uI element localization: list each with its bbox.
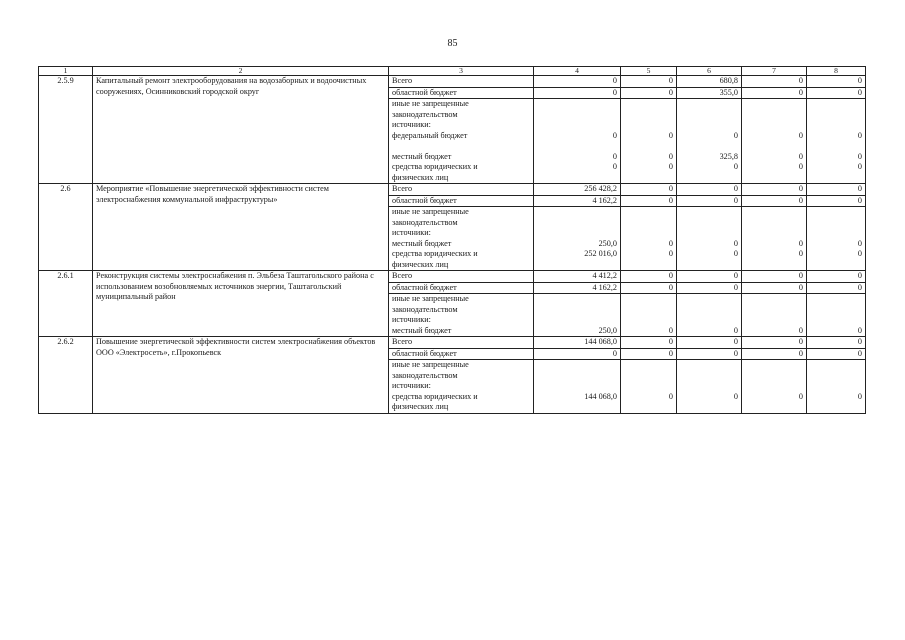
value bbox=[680, 141, 738, 152]
value bbox=[810, 141, 862, 152]
value: 0 bbox=[612, 162, 617, 171]
value: 0 bbox=[668, 337, 673, 346]
value bbox=[810, 315, 862, 326]
funding-source-line: источники: bbox=[392, 228, 431, 237]
value-cell bbox=[807, 271, 866, 283]
value: 0 bbox=[857, 162, 862, 171]
funding-source bbox=[389, 282, 534, 294]
value: 0 bbox=[668, 162, 673, 171]
value-cell bbox=[677, 195, 742, 207]
value bbox=[537, 381, 617, 392]
value: 0 bbox=[857, 249, 862, 258]
value: 0 bbox=[798, 130, 803, 140]
value-cell bbox=[534, 360, 621, 414]
value: 355,0 bbox=[719, 87, 738, 97]
value: 0 bbox=[733, 238, 738, 248]
value-cell bbox=[677, 76, 742, 88]
value: 144 068,0 bbox=[584, 391, 617, 401]
value-cell bbox=[677, 360, 742, 414]
funding-source-line: источники: bbox=[392, 381, 431, 390]
value: 0 bbox=[798, 249, 803, 258]
value-cell bbox=[677, 207, 742, 271]
funding-source-line: Всего bbox=[392, 184, 413, 193]
value-cell bbox=[534, 348, 621, 360]
header-cell: 5 bbox=[621, 67, 677, 76]
funding-source-line: средства юридических и bbox=[392, 391, 478, 401]
value-cell bbox=[621, 87, 677, 99]
value bbox=[810, 305, 862, 316]
value: 0 bbox=[798, 184, 803, 193]
value: 0 bbox=[733, 249, 738, 258]
value: 0 bbox=[857, 87, 862, 97]
funding-source-line: физических лиц bbox=[392, 402, 449, 411]
value: 0 bbox=[857, 325, 862, 335]
item-number: 2.6 bbox=[39, 184, 93, 271]
value bbox=[624, 173, 673, 184]
item-number: 2.6.2 bbox=[39, 337, 93, 414]
item-number: 2.5.9 bbox=[39, 76, 93, 184]
value-cell bbox=[621, 76, 677, 88]
funding-source-line: законодательством bbox=[392, 304, 458, 314]
value bbox=[745, 260, 803, 271]
value bbox=[680, 371, 738, 382]
value: 0 bbox=[798, 151, 803, 161]
value bbox=[680, 99, 738, 110]
funding-source-line: источники: bbox=[392, 315, 431, 324]
value: 0 bbox=[668, 195, 673, 205]
value: 0 bbox=[612, 87, 617, 97]
funding-source-line: физических лиц bbox=[392, 259, 449, 269]
header-cell: 3 bbox=[389, 67, 534, 76]
value-cell bbox=[621, 195, 677, 207]
value bbox=[624, 207, 673, 218]
value-cell bbox=[534, 184, 621, 196]
value: 0 bbox=[668, 271, 673, 280]
value: 0 bbox=[733, 348, 738, 358]
value bbox=[537, 218, 617, 229]
funding-source bbox=[389, 360, 534, 414]
value: 0 bbox=[857, 130, 862, 140]
value: 0 bbox=[857, 238, 862, 248]
value-cell bbox=[621, 360, 677, 414]
value bbox=[680, 207, 738, 218]
value-cell bbox=[742, 207, 807, 271]
header-cell: 7 bbox=[742, 67, 807, 76]
value bbox=[680, 228, 738, 239]
value bbox=[745, 173, 803, 184]
value bbox=[745, 315, 803, 326]
value: 0 bbox=[668, 76, 673, 85]
value-cell bbox=[621, 207, 677, 271]
value: 0 bbox=[798, 282, 803, 292]
funding-source-line: законодательством bbox=[392, 109, 458, 119]
page-number: 85 bbox=[447, 38, 458, 49]
value: 252 016,0 bbox=[584, 249, 617, 258]
funding-source-line: физических лиц bbox=[392, 172, 449, 182]
value bbox=[745, 99, 803, 110]
value bbox=[624, 402, 673, 413]
value-cell bbox=[742, 271, 807, 283]
item-name: Повышение энергетической эффективности систем электроснабжения объектов ООО «Электросеть», г.Прокопьевск bbox=[93, 337, 389, 414]
funding-source bbox=[389, 99, 534, 184]
value-cell bbox=[621, 184, 677, 196]
budget-table bbox=[38, 66, 866, 414]
value bbox=[537, 294, 617, 305]
value: 0 bbox=[733, 337, 738, 346]
value bbox=[810, 207, 862, 218]
value: 0 bbox=[612, 348, 617, 358]
value-cell bbox=[621, 99, 677, 184]
value: 680,8 bbox=[719, 76, 738, 85]
value: 0 bbox=[733, 130, 738, 140]
value bbox=[624, 99, 673, 110]
value bbox=[745, 371, 803, 382]
value-cell bbox=[807, 195, 866, 207]
value bbox=[537, 402, 617, 413]
value: 0 bbox=[798, 391, 803, 401]
value bbox=[624, 381, 673, 392]
header-cell: 2 bbox=[93, 67, 389, 76]
value-cell bbox=[807, 337, 866, 349]
header-cell: 8 bbox=[807, 67, 866, 76]
value-cell bbox=[807, 348, 866, 360]
table-row bbox=[39, 337, 866, 349]
value bbox=[810, 120, 862, 131]
value: 0 bbox=[733, 195, 738, 205]
value bbox=[745, 207, 803, 218]
funding-source bbox=[389, 271, 534, 283]
value bbox=[810, 371, 862, 382]
value bbox=[680, 218, 738, 229]
value bbox=[810, 381, 862, 392]
value: 0 bbox=[857, 271, 862, 280]
value: 0 bbox=[857, 282, 862, 292]
value bbox=[810, 218, 862, 229]
value-cell bbox=[807, 184, 866, 196]
value-cell bbox=[807, 294, 866, 337]
value-cell bbox=[621, 271, 677, 283]
funding-source-line: федеральный бюджет bbox=[392, 130, 468, 140]
value bbox=[745, 381, 803, 392]
value: 0 bbox=[798, 238, 803, 248]
value: 0 bbox=[668, 391, 673, 401]
value bbox=[745, 110, 803, 121]
value: 0 bbox=[857, 184, 862, 193]
funding-source-line: Всего bbox=[392, 271, 413, 280]
value bbox=[537, 207, 617, 218]
value: 0 bbox=[857, 391, 862, 401]
value: 0 bbox=[798, 325, 803, 335]
value bbox=[810, 228, 862, 239]
value bbox=[537, 260, 617, 271]
value-cell bbox=[534, 271, 621, 283]
value bbox=[680, 294, 738, 305]
funding-source-line: местный бюджет bbox=[392, 151, 452, 161]
value bbox=[680, 305, 738, 316]
value bbox=[810, 173, 862, 184]
value: 0 bbox=[798, 87, 803, 97]
value: 0 bbox=[798, 195, 803, 205]
value bbox=[810, 402, 862, 413]
value-cell bbox=[677, 99, 742, 184]
value-cell bbox=[677, 282, 742, 294]
value: 0 bbox=[733, 325, 738, 335]
value: 325,8 bbox=[719, 151, 738, 161]
value bbox=[537, 360, 617, 371]
value bbox=[537, 315, 617, 326]
value bbox=[537, 99, 617, 110]
value bbox=[810, 99, 862, 110]
value bbox=[624, 371, 673, 382]
value bbox=[624, 360, 673, 371]
value-cell bbox=[742, 76, 807, 88]
value-cell bbox=[807, 360, 866, 414]
header-row bbox=[39, 67, 866, 76]
funding-source bbox=[389, 294, 534, 337]
value: 0 bbox=[733, 162, 738, 171]
value-cell bbox=[621, 348, 677, 360]
value bbox=[680, 120, 738, 131]
value bbox=[680, 315, 738, 326]
table-row bbox=[39, 76, 866, 88]
value: 0 bbox=[668, 249, 673, 258]
value-cell bbox=[742, 282, 807, 294]
value bbox=[680, 360, 738, 371]
value-cell bbox=[677, 184, 742, 196]
funding-source-line: иные не запрещенные bbox=[392, 294, 469, 303]
value: 4 162,2 bbox=[592, 195, 617, 205]
funding-source bbox=[389, 348, 534, 360]
funding-source-line: средства юридических и bbox=[392, 249, 478, 258]
value-cell bbox=[807, 87, 866, 99]
value: 0 bbox=[857, 337, 862, 346]
value bbox=[810, 294, 862, 305]
funding-source-line: местный бюджет bbox=[392, 238, 452, 248]
value-cell bbox=[534, 282, 621, 294]
value-cell bbox=[677, 271, 742, 283]
value bbox=[680, 381, 738, 392]
value-cell bbox=[742, 195, 807, 207]
value-cell bbox=[677, 337, 742, 349]
value: 256 428,2 bbox=[584, 184, 617, 193]
value-cell bbox=[742, 337, 807, 349]
value-cell bbox=[534, 207, 621, 271]
funding-source-line: Всего bbox=[392, 76, 413, 85]
value: 4 412,2 bbox=[592, 271, 617, 280]
item-name: Капитальный ремонт электрооборудования на водозаборных и водоочистных сооружениях, Осинниковский городской округ bbox=[93, 76, 389, 184]
value bbox=[624, 218, 673, 229]
value-cell bbox=[742, 87, 807, 99]
value-cell bbox=[534, 99, 621, 184]
item-number: 2.6.1 bbox=[39, 271, 93, 337]
value bbox=[810, 360, 862, 371]
funding-source-line: средства юридических и bbox=[392, 162, 478, 171]
funding-source bbox=[389, 76, 534, 88]
value bbox=[745, 120, 803, 131]
funding-source-line: областной бюджет bbox=[392, 195, 457, 205]
value: 0 bbox=[612, 130, 617, 140]
value: 0 bbox=[612, 76, 617, 85]
value-cell bbox=[534, 87, 621, 99]
value bbox=[624, 294, 673, 305]
value bbox=[680, 260, 738, 271]
value: 0 bbox=[798, 76, 803, 85]
funding-source-line: Всего bbox=[392, 337, 413, 346]
funding-source-line: источники: bbox=[392, 120, 431, 129]
funding-source bbox=[389, 337, 534, 349]
value-cell bbox=[742, 294, 807, 337]
value-cell bbox=[807, 207, 866, 271]
value bbox=[810, 260, 862, 271]
value-cell bbox=[534, 294, 621, 337]
value bbox=[624, 141, 673, 152]
value: 0 bbox=[857, 151, 862, 161]
item-name: Мероприятие «Повышение энергетической эффективности систем электроснабжения коммунальной инфраструктуры» bbox=[93, 184, 389, 271]
funding-source bbox=[389, 87, 534, 99]
value bbox=[537, 141, 617, 152]
value bbox=[745, 402, 803, 413]
value bbox=[680, 173, 738, 184]
value bbox=[537, 305, 617, 316]
value: 0 bbox=[798, 271, 803, 280]
value: 0 bbox=[857, 195, 862, 205]
value-cell bbox=[742, 99, 807, 184]
value: 0 bbox=[668, 130, 673, 140]
header-cell: 4 bbox=[534, 67, 621, 76]
value: 0 bbox=[612, 151, 617, 161]
value-cell bbox=[621, 282, 677, 294]
value: 0 bbox=[857, 76, 862, 85]
funding-source-line: областной бюджет bbox=[392, 348, 457, 358]
value bbox=[537, 371, 617, 382]
value: 0 bbox=[668, 238, 673, 248]
value: 0 bbox=[733, 282, 738, 292]
value: 0 bbox=[668, 282, 673, 292]
value-cell bbox=[742, 184, 807, 196]
funding-source bbox=[389, 184, 534, 196]
funding-source-line bbox=[392, 141, 530, 152]
value bbox=[680, 402, 738, 413]
funding-source bbox=[389, 207, 534, 271]
value: 0 bbox=[733, 391, 738, 401]
funding-source-line: иные не запрещенные bbox=[392, 99, 469, 108]
value: 0 bbox=[798, 162, 803, 171]
value bbox=[624, 120, 673, 131]
value bbox=[810, 110, 862, 121]
value-cell bbox=[534, 337, 621, 349]
value: 144 068,0 bbox=[584, 337, 617, 346]
value-cell bbox=[677, 294, 742, 337]
funding-source-line: иные не запрещенные bbox=[392, 360, 469, 369]
value bbox=[624, 260, 673, 271]
value bbox=[624, 305, 673, 316]
value-cell bbox=[534, 195, 621, 207]
value: 250,0 bbox=[598, 325, 617, 335]
item-name: Реконструкция системы электроснабжения п. Эльбеза Таштагольского района с использованием возобновляемых источников энергии, Таштагольский муниципальный район bbox=[93, 271, 389, 337]
value bbox=[624, 315, 673, 326]
value: 0 bbox=[733, 271, 738, 280]
header-cell: 1 bbox=[39, 67, 93, 76]
funding-source-line: законодательством bbox=[392, 217, 458, 227]
table-row bbox=[39, 184, 866, 196]
value-cell bbox=[742, 360, 807, 414]
value-cell bbox=[677, 87, 742, 99]
header-cell: 6 bbox=[677, 67, 742, 76]
value bbox=[537, 120, 617, 131]
value bbox=[745, 218, 803, 229]
value-cell bbox=[621, 294, 677, 337]
value-cell bbox=[807, 76, 866, 88]
value: 0 bbox=[798, 337, 803, 346]
value-cell bbox=[807, 99, 866, 184]
value: 0 bbox=[668, 87, 673, 97]
value bbox=[537, 228, 617, 239]
value-cell bbox=[742, 348, 807, 360]
value bbox=[624, 110, 673, 121]
value bbox=[537, 110, 617, 121]
value: 0 bbox=[668, 348, 673, 358]
value: 0 bbox=[733, 184, 738, 193]
value: 250,0 bbox=[598, 238, 617, 248]
funding-source-line: областной бюджет bbox=[392, 87, 457, 97]
value bbox=[680, 110, 738, 121]
value bbox=[537, 173, 617, 184]
funding-source bbox=[389, 195, 534, 207]
value-cell bbox=[677, 348, 742, 360]
value: 0 bbox=[668, 151, 673, 161]
value: 0 bbox=[798, 348, 803, 358]
funding-source-line: законодательством bbox=[392, 370, 458, 380]
value: 4 162,2 bbox=[592, 282, 617, 292]
value-cell bbox=[807, 282, 866, 294]
value: 0 bbox=[857, 348, 862, 358]
value bbox=[624, 228, 673, 239]
value bbox=[745, 360, 803, 371]
value bbox=[745, 228, 803, 239]
value bbox=[745, 305, 803, 316]
funding-source-line: областной бюджет bbox=[392, 282, 457, 292]
funding-source-line: местный бюджет bbox=[392, 325, 452, 335]
value-cell bbox=[621, 337, 677, 349]
value: 0 bbox=[668, 184, 673, 193]
funding-source-line: иные не запрещенные bbox=[392, 207, 469, 216]
value: 0 bbox=[668, 325, 673, 335]
value bbox=[745, 141, 803, 152]
value-cell bbox=[534, 76, 621, 88]
table-row bbox=[39, 271, 866, 283]
value bbox=[745, 294, 803, 305]
